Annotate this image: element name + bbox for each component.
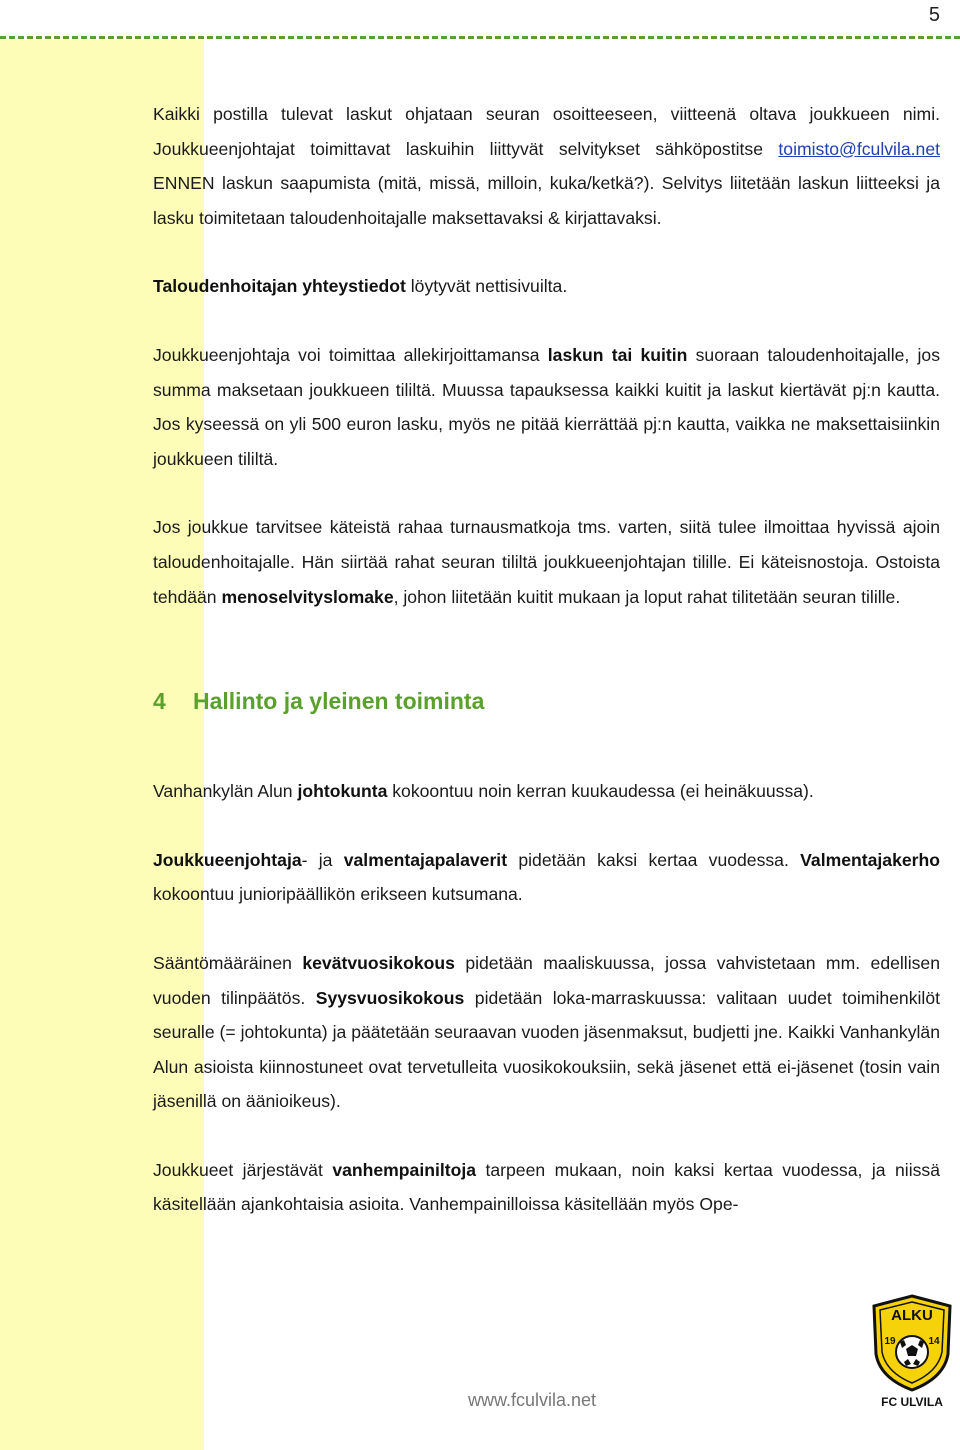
- bold-text: menoselvityslomake: [221, 586, 394, 607]
- paragraph-text: tarpeen mukaan, noin kaksi kertaa vuodessa, ja niissä käsitellään ajankohtaisia asioita. Vanhempainilloissa käsitellään myös Ope-: [153, 1159, 940, 1215]
- soccer-ball-icon: [896, 1336, 928, 1368]
- paragraph-text: suoraan taloudenhoitajalle, jos summa maksetaan joukkueen tililtä. Muussa tapauksessa kaikki kuitit ja laskut kiertävät pj:n kautta. Jos kyseessä on yli 500 euron lasku, myös ne pitää kierrättää pj:n kautta, vaikka ne maksettaisiinkin joukkueen tililtä.: [153, 344, 940, 469]
- paragraph-text: pidetään maaliskuussa, jossa vahvistetaan mm. edellisen vuoden tilinpäätös.: [153, 952, 940, 1008]
- bold-text: laskun tai kuitin: [547, 344, 688, 365]
- footer-url[interactable]: www.fculvila.net: [468, 1390, 597, 1410]
- paragraph-text: Jos joukkue tarvitsee käteistä rahaa turnausmatkoja tms. varten, siitä tulee ilmoittaa hyvissä ajoin taloudenhoitajalle. Hän siirtää rahat seuran tililtä joukkueenjohtajan tilille. Ei käteisnostoja. Ostoista tehdään: [153, 517, 940, 607]
- paragraph-receipts: [153, 338, 940, 476]
- header-rule: [0, 36, 960, 39]
- paragraph-text: Sääntömääräinen: [153, 952, 303, 973]
- paragraph-text: - ja: [301, 849, 344, 870]
- email-link[interactable]: toimisto@fculvila.net: [778, 138, 940, 159]
- paragraph-text: löytyvät nettisivuilta.: [405, 276, 568, 297]
- bold-text: vanhempainiltoja: [332, 1159, 477, 1180]
- paragraph-text: Vanhankylän Alun: [153, 781, 298, 802]
- paragraph-text: pidetään kaksi kertaa vuodessa.: [507, 849, 801, 870]
- paragraph-board: [153, 774, 940, 809]
- paragraph-text: ENNEN laskun saapumista (mitä, missä, milloin, kuka/ketkä?). Selvitys liitetään laskun liitteeksi ja lasku toimitetaan taloudenhoitajalle maksettavaksi & kirjattavaksi.: [153, 173, 940, 228]
- paragraph-treasurer-contact: [153, 269, 940, 304]
- section-number: 4: [153, 688, 166, 715]
- section-title: Hallinto ja yleinen toiminta: [193, 688, 485, 715]
- paragraph-invoices: [153, 97, 940, 235]
- document-body: [153, 97, 940, 1222]
- paragraph-text: , johon liitetään kuitit mukaan ja loput rahat tilitetään seuran tilille.: [393, 586, 901, 607]
- paragraph-text: Kaikki postilla tulevat laskut ohjataan seuran osoitteeseen, viitteenä oltava joukkueen nimi. Joukkueenjohtajat toimittavat laskuihin liittyvät selvitykset sähköpostitse: [153, 104, 940, 159]
- logo-year-left: 19: [884, 1336, 896, 1347]
- bold-text: kevätvuosikokous: [302, 952, 455, 973]
- bold-text: johtokunta: [297, 781, 388, 802]
- logo-caption: FC ULVILA: [881, 1395, 943, 1409]
- logo-year-right: 14: [928, 1336, 940, 1347]
- bold-text: Syysvuosikokous: [315, 987, 465, 1008]
- paragraph-text: Joukkueenjohtaja voi toimittaa allekirjoittamansa: [153, 344, 548, 365]
- club-logo: [868, 1292, 956, 1410]
- logo-top-text: ALKU: [891, 1307, 933, 1324]
- paragraph-text: Joukkueet järjestävät: [153, 1159, 333, 1180]
- paragraph-meetings: [153, 843, 940, 912]
- bold-text: Valmentajakerho: [800, 849, 940, 870]
- paragraph-cash: [153, 510, 940, 614]
- bold-text: Taloudenhoitajan yhteystiedot: [153, 276, 406, 297]
- paragraph-text: kokoontuu noin kerran kuukaudessa (ei heinäkuussa).: [387, 781, 814, 802]
- bold-text: valmentajapalaverit: [343, 849, 508, 870]
- bold-text: Joukkueenjohtaja: [153, 849, 302, 870]
- section-heading: [153, 684, 940, 718]
- paragraph-parent-evenings: [153, 1153, 940, 1222]
- paragraph-text: kokoontuu junioripäällikön erikseen kutsumana.: [153, 884, 523, 905]
- paragraph-annual-meetings: [153, 946, 940, 1119]
- paragraph-text: pidetään loka-marraskuussa: valitaan uudet toimihenkilöt seuralle (= johtokunta) ja päätetään seuraavan vuoden jäsenmaksut, budjetti jne. Kaikki Vanhankylän Alun asioista kiinnostuneet ovat tervetulleita vuosikokouksiin, sekä jäsenet että ei-jäsenet (tosin vain jäsenillä on äänioikeus).: [153, 987, 940, 1112]
- page-number: 5: [928, 4, 940, 26]
